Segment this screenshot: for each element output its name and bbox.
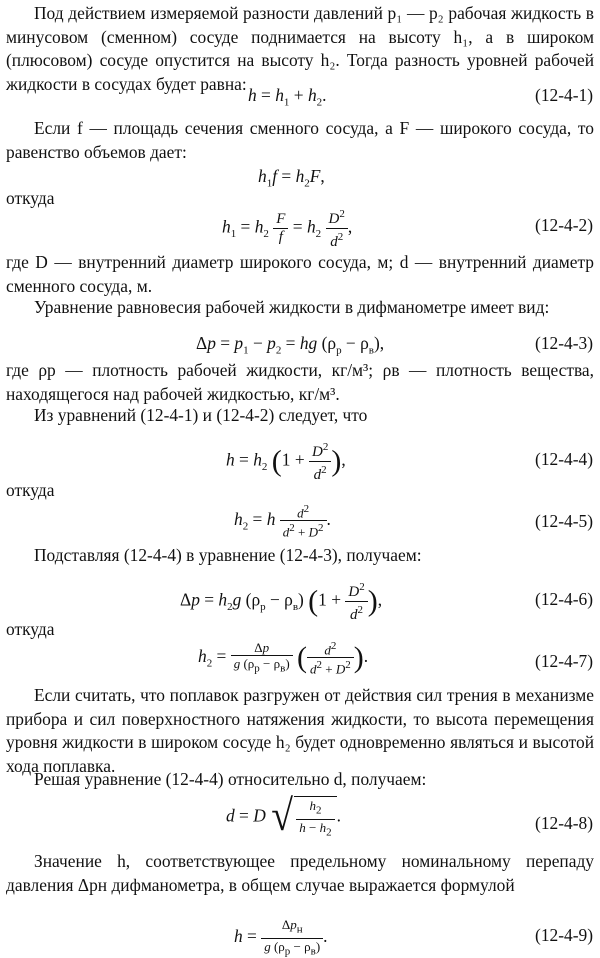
paragraph-4: Уравнение равновесия рабочей жидкости в дифманометре имеет вид:	[34, 297, 550, 317]
equation-12-4-6: $\Delta p = h_2g$ $(\rho_р - \rho_в) (1$ + $\frac{D^2}{d^2}$ ),	[180, 581, 383, 623]
equation-number: (12-4-7)	[535, 651, 593, 671]
equation-number: (12-4-6)	[535, 589, 593, 609]
equation-12-4-1: $h = h_1 + h_2$.	[248, 85, 327, 109]
equation-12-4-2: $h_1 = h_2$ $\frac{F}{f}$ = $h_2$ $\frac{D^2}{d^2}$ ,	[222, 208, 353, 250]
equation-number: (12-4-2)	[535, 215, 593, 235]
equation-12-4-8: d = D √ $\frac{h_2}{h - h_2}$ .	[226, 791, 341, 840]
paragraph-6: Из уравнений (12-4-1) и (12-4-2) следует, что	[34, 405, 368, 425]
equation-12-4-7: $h_2$ = $\frac{\Delta p}{g (\rho_р - \rho_в)}$ ( $\frac{d^2}{d^2 + D^2}$ ).	[198, 639, 369, 677]
paragraph-9: Решая уравнение (12-4-4) относительно d, получаем:	[34, 769, 427, 789]
paragraph-10: Значение h, соответствующее предельному номинальному перепаду давления Δpн дифманометра, в общем случае выражается формулой	[6, 851, 594, 895]
paragraph-1: Под действием измеряемой разности давлений p₁ — p₂ рабочая жидкость в минусовом (сменном) сосуде поднимается на высоту h₁, а в широком (плюсовом) сосуде опустится на высоту h₂. Тогда разность уровней рабочей жидкости в сосудах будет равна:	[6, 3, 594, 94]
equation-number: (12-4-8)	[535, 813, 593, 833]
word-otkuda: откуда	[6, 619, 55, 639]
equation-12-4-3: $\Delta p = p_1 - p_2$ = hg $(\rho_р - \rho_в)$,	[196, 333, 385, 357]
equation-number: (12-4-5)	[535, 511, 593, 531]
word-otkuda: откуда	[6, 188, 55, 208]
paragraph-7: Подставляя (12-4-4) в уравнение (12-4-3), получаем:	[34, 545, 422, 565]
equation-number: (12-4-3)	[535, 333, 593, 353]
paragraph-5: где ρр — плотность рабочей жидкости, кг/м³; ρв — плотность вещества, находящегося над рабочей жидкостью, кг/м³.	[6, 360, 594, 404]
equation-12-4-5: $h_2 = h$ $\frac{d^2}{d^2 + D^2}$ .	[234, 503, 331, 540]
equation-12-4-9: h = $\frac{\Delta p_н}{g (\rho_р - \rho_в)}$ .	[234, 917, 328, 958]
equation-12-4-4: $h = h_2$ (1 + $\frac{D^2}{d^2}$ ),	[226, 441, 346, 483]
equation-volume: $h_1f = h_2F$,	[258, 166, 325, 190]
equation-number: (12-4-1)	[535, 85, 593, 105]
paragraph-3: где D — внутренний диаметр широкого сосуда, м; d — внутренний диаметр сменного сосуда, м.	[6, 252, 594, 296]
equation-number: (12-4-4)	[535, 449, 593, 469]
paragraph-8: Если считать, что поплавок разгружен от действия сил трения в механизме прибора и сил поверхностного натяжения жидкости, то высота перемещения уровня жидкости в широком сосуде h₂ будет одновременно являться и высотой хода поплавка.	[6, 685, 594, 776]
word-otkuda: откуда	[6, 480, 55, 500]
paragraph-2: Если f — площадь сечения сменного сосуда, а F — широкого сосуда, то равенство объемов дает:	[6, 118, 594, 162]
equation-number: (12-4-9)	[535, 925, 593, 945]
